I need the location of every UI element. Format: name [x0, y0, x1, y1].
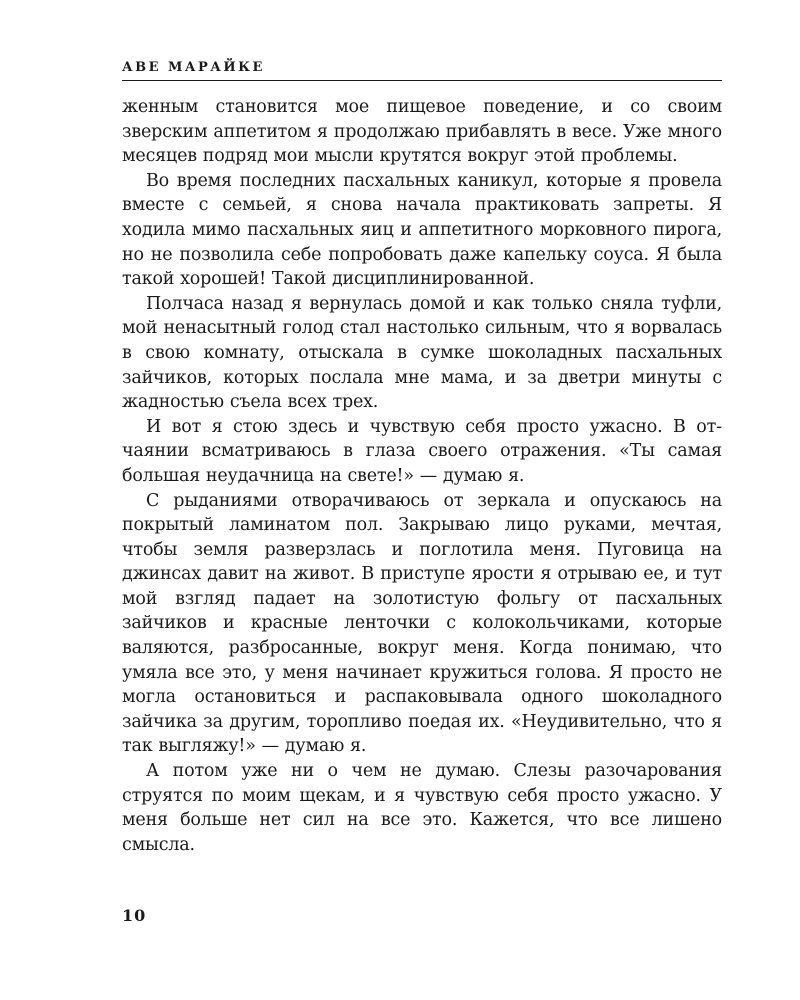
- paragraph-2: Во время последних пасхальных каникул, которые я провела вместе с семьей, я снова начала практиковать запреты. Я ходила мимо пасхальных яиц и аппетитного морковного пирога, но не позволила себе попробовать даже капельку соуса. Я была такой хорошей! Такой дисциплинированной.: [122, 170, 722, 290]
- paragraph-1: женным становится мое пищевое поведение, и со своим зверским аппетитом я продолжаю прибавлять в весе. Уже много месяцев подряд мои мысли крутятся вокруг этой проблемы.: [122, 97, 722, 167]
- body-text: [122, 95, 722, 857]
- paragraph-3: Полчаса назад я вернулась домой и как только сняла туфли, мой ненасытный голод стал настолько сильным, что я ворвалась в свою комнату, отыскала в сумке шоколадных пасхальных зайчиков, которых послала мне мама, и за дветри минуты с жадностью съела всех трех.: [122, 293, 722, 413]
- paragraph-6: А потом уже ни о чем не думаю. Слезы разочарования струятся по моим щекам, и я чувствую себя просто ужасно. У меня больше нет сил на все это. Кажется, что все лишено смысла.: [122, 761, 722, 855]
- paragraph-4: И вот я стою здесь и чувствую себя просто ужасно. В отчаянии всматриваюсь в глаза своего отражения. «Ты самая большая неудачница на свете!» — думаю я.: [122, 416, 722, 486]
- running-head: АВЕ МАРАЙКЕ: [122, 60, 722, 81]
- book-page: [122, 60, 722, 857]
- page-number: 10: [122, 906, 147, 925]
- paragraph-5: С рыданиями отворачиваюсь от зеркала и опускаюсь на покрытый ламинатом пол. Закрываю лицо руками, мечтая, чтобы земля разверзлась и поглотила меня. Пуговица на джинсах давит на живот. В приступе ярости я отрываю ее, и тут мой взгляд падает на золотистую фольгу от пасхальных зайчиков и красные ленточки с колокольчиками, которые валяются, разбросанные, вокруг меня. Когда понимаю, что умяла все это, у меня начинает кружиться голова. Я просто не могла остановиться и распаковывала одного шоколадного зайчика за другим, торопливо поедая их. «Неудивительно, что я так выгляжу!» — думаю я.: [122, 490, 722, 757]
